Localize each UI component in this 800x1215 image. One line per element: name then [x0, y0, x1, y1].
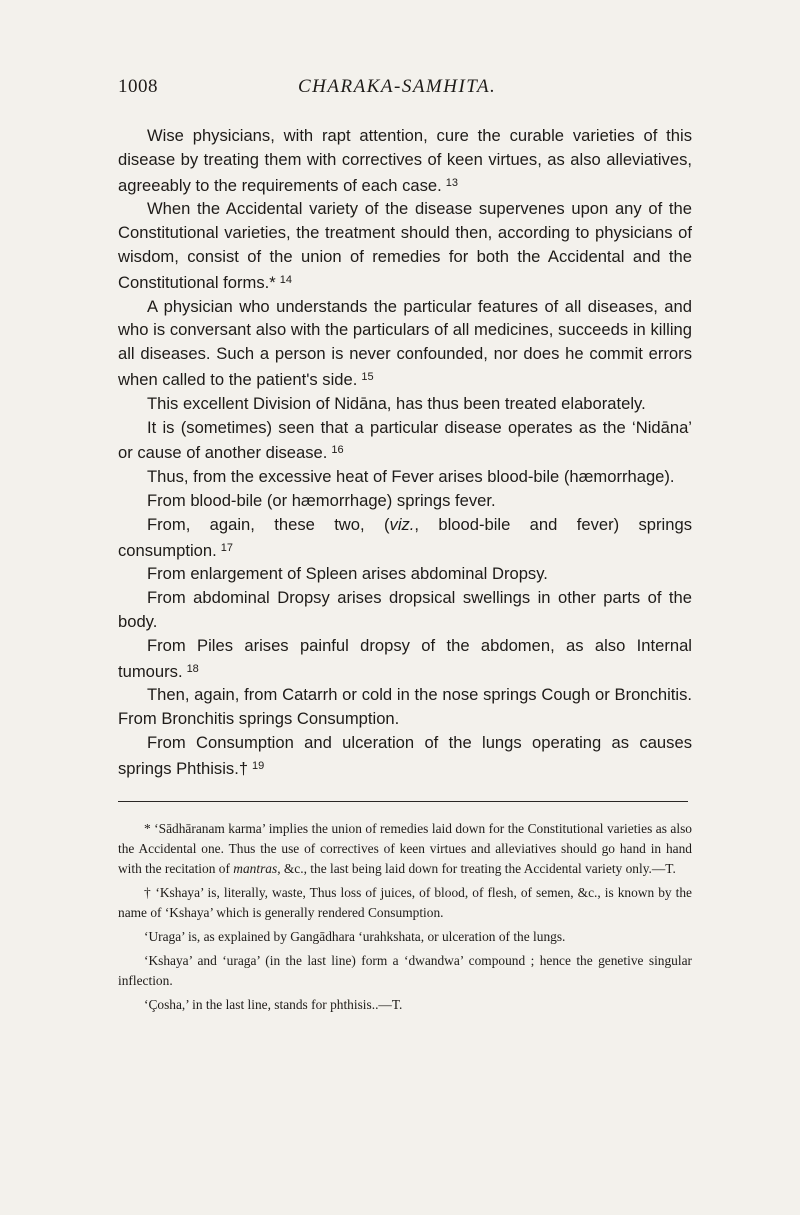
verse-number: 16 — [331, 444, 344, 457]
paragraph: A physician who understands the particular features of all diseases, and who is conversant also with the particulars of all medicines, succeeds in killing all diseases. Such a person is never confounded, nor does he commit errors when called to the patient's side. $^{15}$ — [118, 296, 692, 389]
running-title: CHARAKA-SAMHITA. — [298, 76, 497, 97]
footnote: * ‘Sādhāranam karma’ implies the union of remedies laid down for the Constitutional varieties as also the Accidental one. Thus the use of correctives of keen virtues and alleviatives should go hand in hand with the recitation of mantras, &c., the last being laid down for treating the Accidental variety only.—T. — [118, 820, 692, 876]
paragraph: Wise physicians, with rapt attention, cure the curable varieties of this disease by treating them with correctives of keen virtues, as also alleviatives, agreeably to the requirements of each case. $^{13}$ — [118, 126, 692, 195]
footnote: ‘Kshaya’ and ‘uraga’ (in the last line) form a ‘dwandwa’ compound ; hence the genetive singular inflection. — [118, 952, 692, 988]
footnote: ‘Uraga’ is, as explained by Gangādhara ‘urahkshata, or ulceration of the lungs. — [144, 928, 566, 944]
paragraph: From blood-bile (or hæmorrhage) springs fever. — [147, 490, 496, 510]
verse-number: 19 — [252, 759, 265, 772]
page-header — [118, 76, 692, 106]
paragraph: When the Accidental variety of the disease supervenes upon any of the Constitutional varieties, the treatment should then, according to physicians of wisdom, consist of the union of remedies for both the Accidental and the Constitutional forms.* $^{14}$ — [118, 199, 692, 292]
paragraph: Then, again, from Catarrh or cold in the nose springs Cough or Bronchitis. From Bronchitis springs Consumption. — [118, 685, 692, 729]
paragraph: From abdominal Dropsy arises dropsical swellings in other parts of the body. — [118, 588, 692, 631]
paragraph: This excellent Division of Nidāna, has thus been treated elaborately. — [147, 393, 646, 413]
verse-number: 18 — [186, 662, 199, 675]
main-text — [118, 124, 692, 781]
paragraph: It is (sometimes) seen that a particular disease operates as the ‘Nidāna’ or cause of another disease. $^{16}$ — [118, 417, 692, 463]
footnote: ‘Çosha,’ in the last line, stands for phthisis..—T. — [144, 996, 403, 1012]
verse-number: 17 — [220, 541, 233, 554]
paragraph: From enlargement of Spleen arises abdominal Dropsy. — [147, 564, 548, 584]
verse-number: 13 — [445, 176, 459, 189]
paragraph: Thus, from the excessive heat of Fever arises blood-bile (hæmorrhage). — [147, 467, 675, 487]
paragraph: From Consumption and ulceration of the lungs operating as causes springs Phthisis.† $^{19}$ — [118, 732, 692, 778]
book-page — [118, 76, 692, 1019]
paragraph: From Piles arises painful dropsy of the abdomen, as also Internal tumours. $^{18}$ — [118, 635, 692, 681]
footnote: † ‘Kshaya’ is, literally, waste, Thus loss of juices, of blood, of flesh, of semen, &c., is known by the name of ‘Kshaya’ which is generally rendered Consumption. — [118, 884, 692, 920]
footnote-divider — [118, 801, 692, 803]
footnotes — [118, 819, 692, 1015]
verse-number: 14 — [279, 273, 292, 286]
page-number: 1008 — [118, 76, 158, 97]
verse-number: 15 — [361, 370, 374, 383]
paragraph: From, again, these two, (viz., blood-bile and fever) springs consumption. $^{17}$ — [118, 514, 692, 560]
